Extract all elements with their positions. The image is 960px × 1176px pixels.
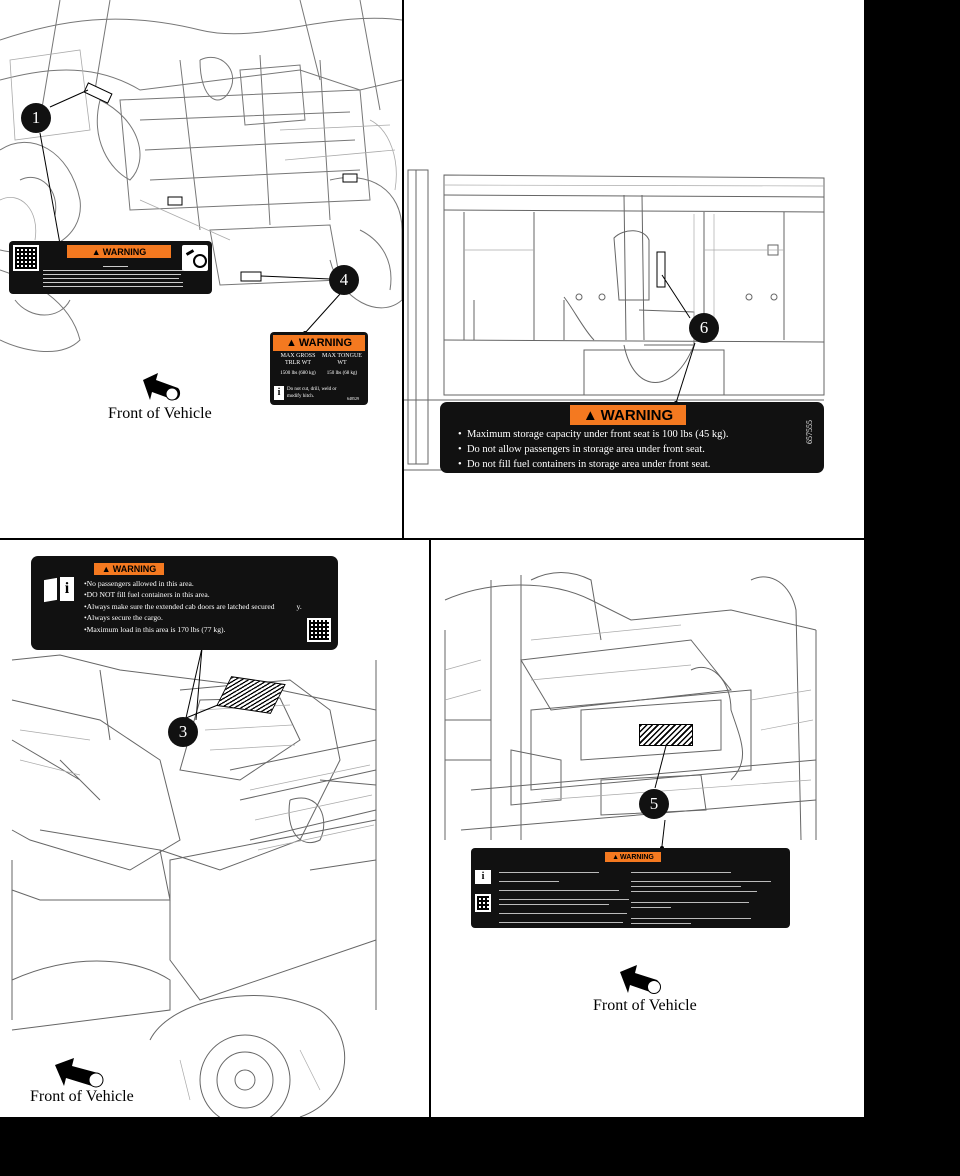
- front-of-vehicle-caption: Front of Vehicle: [108, 405, 212, 422]
- callout-6: 6: [689, 313, 719, 343]
- label-6-lines: [458, 427, 729, 472]
- label-4-note: Do not cut, drill, weld or modify hitch.: [287, 387, 337, 399]
- warning-header: [94, 563, 164, 575]
- manual-info-icon: i: [44, 577, 76, 603]
- callout-5: 5: [639, 789, 669, 819]
- label-3-lines: [84, 578, 302, 635]
- front-of-vehicle-caption: Front of Vehicle: [30, 1088, 134, 1105]
- warning-triangle-icon: ▲: [582, 406, 598, 424]
- label-5-text-col-left: [499, 867, 629, 923]
- label-3-trail: y.: [296, 601, 302, 611]
- manual-info-icon: i: [274, 386, 284, 400]
- warning-word: WARNING: [112, 564, 157, 574]
- label-4-code: 648529: [347, 396, 359, 401]
- front-arrow-icon: [52, 1055, 108, 1089]
- qr-code-icon: [13, 245, 39, 271]
- manual-info-icon: i: [475, 870, 491, 884]
- front-arrow-icon: [140, 370, 184, 404]
- label-4-val-gross: 1500 lbs (680 kg): [280, 371, 316, 376]
- front-arrow-icon: [617, 962, 665, 996]
- rear-seat-drawing: [431, 540, 864, 1117]
- label-4-max-tongue: MAX TONGUE WT: [322, 353, 362, 366]
- label-3-line: •DO NOT fill fuel containers in this area.: [84, 590, 210, 600]
- warning-word: WARNING: [600, 406, 674, 424]
- callout-1: 1: [21, 103, 51, 133]
- label-3-line: •No passengers allowed in this area.: [84, 579, 194, 588]
- warning-label-1: [9, 241, 212, 294]
- front-of-vehicle-caption: Front of Vehicle: [593, 997, 697, 1014]
- warning-header: [570, 405, 686, 425]
- warning-header: [605, 852, 661, 862]
- warning-word: WARNING: [102, 246, 147, 257]
- warning-label-5: [471, 848, 790, 928]
- label-6-line: • Do not fill fuel containers in storage area under front seat.: [458, 459, 711, 470]
- label-6-line: • Maximum storage capacity under front seat is 100 lbs (45 kg).: [458, 429, 729, 440]
- label-3-line: •Always secure the cargo.: [84, 613, 163, 623]
- warning-triangle-icon: ▲: [612, 853, 620, 861]
- panel-cargo: [0, 540, 429, 1117]
- panel-chassis: [0, 0, 402, 538]
- warning-label-6: [440, 402, 824, 473]
- qr-code-icon: [475, 894, 491, 912]
- label-5-location: [639, 724, 693, 746]
- callout-4: 4: [329, 265, 359, 295]
- warning-label-4: [270, 332, 368, 405]
- label-6-line: • Do not allow passengers in storage area under front seat.: [458, 444, 705, 455]
- warning-label-3: [31, 556, 338, 650]
- label-6-code: 657555: [805, 420, 814, 444]
- warning-word: WARNING: [298, 337, 353, 349]
- panel-rear-seat: [431, 540, 864, 1117]
- label-4-max-gross: MAX GROSS TRLR WT: [280, 353, 316, 366]
- label-3-line: •Maximum load in this area is 170 lbs (77 kg).: [84, 624, 226, 634]
- qr-code-icon: [307, 618, 331, 642]
- label-3-line: •Always make sure the extended cab doors are latched secured y.: [84, 601, 302, 611]
- label-5-text-col-right: [631, 867, 771, 924]
- warning-header: [273, 335, 365, 351]
- warning-triangle-icon: ▲: [91, 246, 101, 257]
- hazard-pictogram-icon: [182, 245, 208, 271]
- warning-triangle-icon: ▲: [101, 564, 111, 574]
- callout-3: 3: [168, 717, 198, 747]
- label-4-val-tongue: 150 lbs (68 kg): [326, 371, 358, 376]
- warning-word: WARNING: [620, 853, 654, 861]
- panel-under-seat: [404, 0, 864, 538]
- warning-header: [67, 245, 171, 258]
- label-1-text-lines: [43, 263, 183, 287]
- warning-triangle-icon: ▲: [285, 337, 297, 349]
